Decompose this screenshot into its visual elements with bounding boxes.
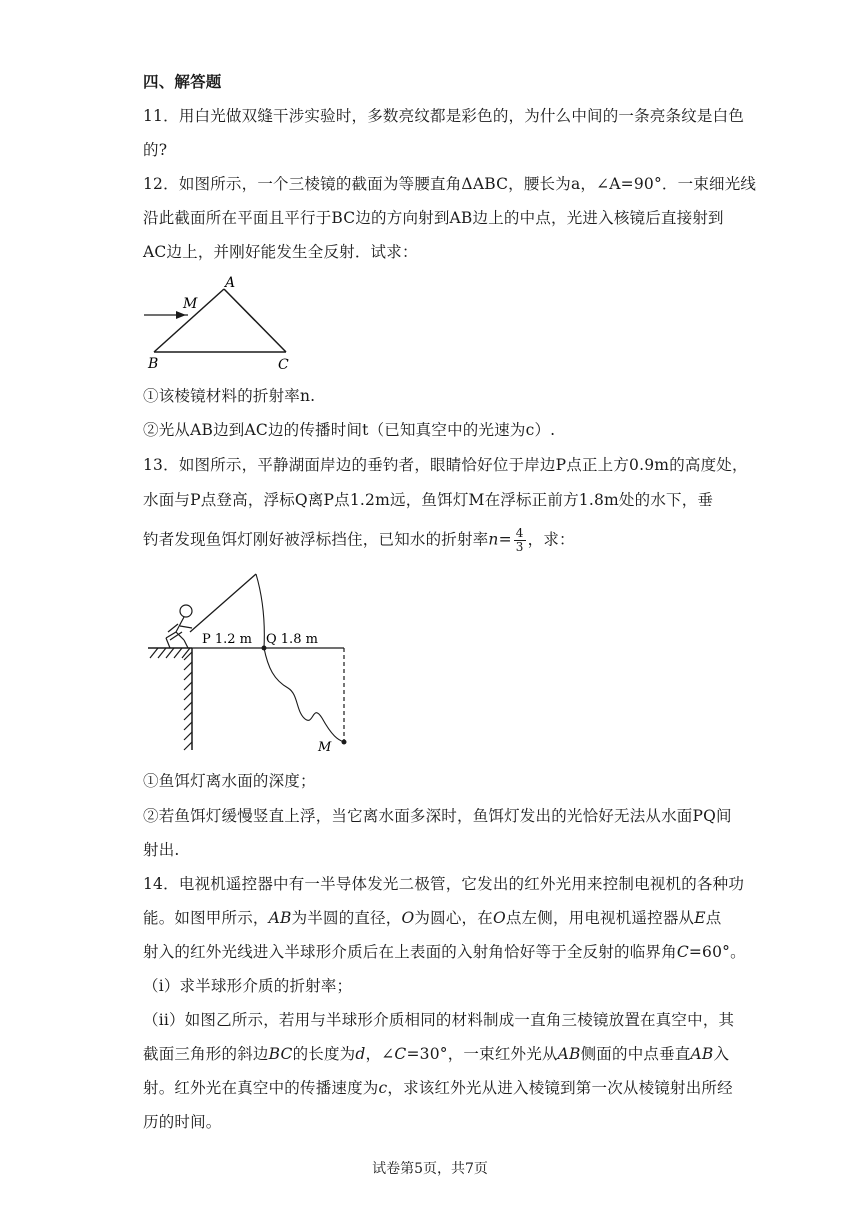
math-e: E [694,909,706,927]
label-b: B [148,356,159,372]
text-run: 射。红外光在真空中的传播速度为 [143,1079,379,1097]
text-run: 截面三角形的斜边 [143,1045,269,1063]
label-c: C [278,357,289,372]
fraction-denominator: 3 [515,540,524,554]
q13-line-1: 13．如图所示，平静湖面岸边的垂钓者，眼睛恰好位于岸边P点正上方0.9m的高度处， [143,456,748,474]
label-m: M [183,296,198,312]
math-ab: AB [690,1045,714,1063]
label-q-distance: Q 1.8 m [266,632,318,647]
fraction-four-thirds [514,527,526,554]
q14-sub-2-line-3 [143,1078,733,1098]
math-ab: AB [557,1045,581,1063]
text-run: 入 [713,1045,730,1063]
fishing-line-underwater [264,648,344,742]
math-bc: BC [268,1045,293,1063]
text-run: 的长度为 [292,1045,356,1063]
math-c: c [378,1079,388,1097]
q14-sub-2-line-2 [143,1044,729,1064]
bait-lamp-m [342,740,347,745]
q14-sub-1: （i）求半球形介质的折射率； [143,977,353,995]
q14-sub-2-line-4: 历的时间。 [143,1113,222,1131]
text-run: 点左侧，用电视机遥控器从 [505,909,695,927]
text-run: 点 [705,909,722,927]
text-run: 为半圆的直径， [291,909,402,927]
math-o: O [492,909,506,927]
page-footer: 试卷第5页，共7页 [372,1161,488,1177]
equals-sign: = [498,530,512,549]
fishing-rod [190,574,256,632]
q13-sub-2-line-2: 射出. [143,841,180,859]
text-run: =60°。 [688,943,746,961]
q12-line-1: 12．如图所示，一个三棱镜的截面为等腰直角ΔABC，腰长为a，∠A=90°．一束细光线 [143,175,757,193]
prism-side-ac [224,289,286,352]
angler-figure [166,605,192,648]
text-run: =30°，一束红外光从 [406,1045,558,1063]
q13-sub-2-line-1: ②若鱼饵灯缓慢竖直上浮，当它离水面多深时，鱼饵灯发出的光恰好无法从水面PQ间 [143,807,732,825]
q12-line-2: 沿此截面所在平面且平行于BC边的方向射到AB边上的中点，光进入核镜后直接射到 [143,209,724,227]
q12-sub-2: ②光从AB边到AC边的传播时间t（已知真空中的光速为c）. [143,421,556,439]
math-c: C [676,943,689,961]
fraction-numerator: 4 [515,526,524,540]
math-d: d [355,1045,366,1063]
text-run: 侧面的中点垂直 [580,1045,691,1063]
math-c: C [394,1045,407,1063]
bank-hatching-wall [184,652,192,750]
fishing-figure [140,568,360,758]
fishing-line-top [256,574,264,648]
q13-line-3 [143,527,575,554]
q11-line-2: 的? [143,141,168,159]
math-o: O [401,909,415,927]
q14-line-3 [143,942,746,962]
text-run: ，∠ [365,1045,395,1063]
q13-sub-1: ①鱼饵灯离水面的深度； [143,772,316,790]
text-run: 能。如图甲所示， [143,909,269,927]
math-ab: AB [268,909,292,927]
bank-hatching-top [150,648,190,658]
text-run: ，求该红外光从进入棱镜到第一次从棱镜射出所经 [387,1079,733,1097]
text-run: 为圆心，在 [414,909,493,927]
ray-arrowhead [176,311,186,319]
q14-line-1: 14．电视机遥控器中有一半导体发光二极管，它发出的红外光用来控制电视机的各种功 [143,875,745,893]
q11-line-1: 11．用白光做双缝干涉实验时，多数亮纹都是彩色的，为什么中间的一条亮条纹是白色 [143,107,745,125]
q14-sub-2-line-1: （ii）如图乙所示，若用与半球形介质相同的材料制成一直角三棱镜放置在真空中，其 [143,1011,735,1029]
label-m: M [318,740,332,755]
q13-line-3-post: ，求： [527,530,575,549]
label-a: A [225,275,236,291]
text-run: 射入的红外光线进入半球形介质后在上表面的入射角恰好等于全反射的临界角 [143,943,677,961]
q13-line-3-pre: 钓者发现鱼饵灯刚好被浮标挡住，已知水的折射率 [143,530,489,549]
prism-figure [140,272,300,372]
q13-line-2: 水面与P点登高，浮标Q离P点1.2m远，鱼饵灯M在浮标正前方1.8m处的水下，垂 [143,491,714,509]
q12-sub-1: ①该棱镜材料的折射率n. [143,387,316,405]
q14-line-2 [143,908,721,928]
q12-line-3: AC边上，并刚好能发生全反射．试求： [143,243,418,261]
label-p-distance: P 1.2 m [202,632,253,647]
refractive-index-symbol: n [488,530,499,549]
section-title: 四、解答题 [143,72,222,91]
